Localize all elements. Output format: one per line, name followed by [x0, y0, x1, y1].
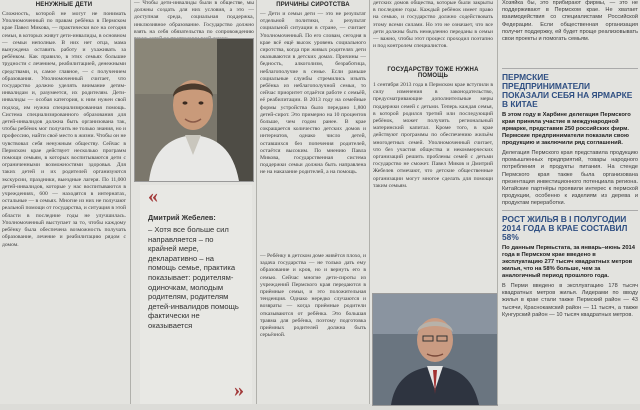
section-heading-orphan-causes: ПРИЧИНЫ СИРОТСТВА	[276, 2, 350, 8]
column-1	[2, 0, 126, 404]
quote-author: Дмитрий Жебелев:	[148, 213, 216, 222]
column-divider	[497, 0, 498, 404]
column-5	[502, 0, 638, 404]
column-3-text-bottom: — Ребёнку в детском доме живётся плохо, и задача государства — не только дать ему образование и кров, но и вернуть его в семью. Сейчас многие дети-сироты из учреждений Пермского края передаются в приёмные семьи, и это положительная тенденция. Однако нередко случаются и возвраты — когда приёмные родители отказываются от ребёнка. Это большая травма для ребёнка, поэтому подготовка приёмных родителей должна быть серьёзной.	[260, 253, 366, 339]
photo-pavel-mikov	[372, 293, 498, 406]
story-divider	[502, 210, 638, 211]
close-quote-icon: »	[234, 379, 244, 401]
story-divider	[502, 68, 638, 69]
story-headline-china-fair: ПЕРМСКИЕ ПРЕДПРИНИМАТЕЛИ ПОКАЗАЛИ СЕБЯ НА ЯРМАРКЕ В КИТАЕ	[502, 72, 633, 109]
column-4-text-top: детских домов общества, которые были закрыты в последние годы. Каждый ребёнок имеет право на семью, и государство должно содействовать этому всеми силами. Но это не означает, что все дети должны быть немедленно переданы в семьи — важно, чтобы этот процесс проходил поэтапно и под контролем специалистов.	[373, 0, 493, 50]
column-1-text: Сложность, которой не могут не понимать Уполномоченный по правам ребёнка в Пермском крае Павел Микова, — практически все на сегодня семьи, в которых живут дети-инвалиды, в основном — семьи неполные. В них нет отца, мама вынуждена оставить работу и ухаживать за ребёнком. Как правило, в этих семьях большие трудности с лечением, реабилитацией, денежными средствами, и, самое главное, — с получением образования. Уполномоченный считает, что государство должно уделять внимание детям-инвалидам и, разумеется, их родителям. Дети-инвалиды — особая категория, к ним нужен свой подход, им нужна специализированная помощь. Система специализированного образования для детей-инвалидов должна быть организована так, чтобы ребёнок мог получить не только знания, но и профессию, найти своё место в жизни. Чтобы он не чувствовал себя ненужным обществу. Сейчас в Пермском крае действует несколько программ помощи семьям, в которых воспитываются дети с ограниченными возможностями здоровья. Для таких детей и их родителей организуются экскурсии, праздники, выездные лагеря. По 11,000 детей-инвалидов, которые у нас воспитываются в учреждениях, 600 — находятся в интернатах, остальные — в семьях. Многие из них не получают реальной помощи от государства, и ситуация в этой области в последние годы не улучшилась. Уполномоченный выступает за то, чтобы каждому ребёнку была обеспечена возможность получать образование, лечение и реабилитацию рядом с домом.	[2, 11, 126, 248]
story-body-housing-growth: В Перми введено в эксплуатацию 178 тысяч квадратных метров жилья. Лидерами по вводу жилья в крае стали также Пермский район — 43 тысячи, Краснокамский район — 11 тысяч, а также Кунгурский район — 10 тысяч квадратных метров.	[502, 283, 638, 318]
portrait-illustration	[135, 39, 253, 181]
open-quote-icon: «	[148, 185, 158, 207]
quote-text: – Хотя все больше сил направляется – по крайней мере, декларативно – на помощь семье, практика показывает: родителям-одиночкам, молодым родителям, родителям детей-инвалидов помощь фактически не оказывается	[148, 225, 239, 330]
column-divider	[256, 0, 257, 404]
story-lead-china-fair: В этом году в Харбине делегация Пермского края приняла участие в международной ярмарке, представив 250 российских фирм. Пермские предприниматели показали свою продукцию и заключили ряд соглашений.	[502, 112, 631, 146]
column-2-text: — Чтобы дети-инвалиды были в обществе, мы должны создать для них условия, а это — доступная среда, социальная поддержка, инклюзивное образование. Государство должно взять на себя обязательства по сопровождению	[134, 0, 254, 35]
story-headline-housing-growth: РОСТ ЖИЛЬЯ В I ПОЛУГОДИИ 2014 ГОДА В КРАЕ СОСТАВИЛ 58%	[502, 214, 628, 242]
story-body-china-fair: Делегация Пермского края представила продукцию промышленных предприятий, товары народного потребления и продукты питания. На стенде Пермского края также была организована презентация инвестиционного потенциала региона. Китайские партнёры проявили интерес к пермской продукции, особенно к изделиям из дерева и продуктам переработки.	[502, 150, 638, 207]
quote-box	[140, 185, 252, 404]
portrait-illustration	[373, 294, 497, 405]
column-3-text-top: — Дети и семьи дети — это не результат отдельной политики, а результат социальной ситуации в стране, — считает Уполномоченный. По его словам, сегодня в крае всё ещё высок уровень социального сиротства, когда при живых родителях дети оказываются в детских домах. Причины — бедность, алкоголизм, безработица, неблагополучие в семье. Если раньше социальные службы стремились изъять ребёнка из неблагополучной семьи, то сейчас приоритет отдаётся работе с семьёй, её реабилитации. В 2013 году на семейные формы устройства было передано 1,800 детей-сирот. Это примерно на 10 процентов больше, чем годом ранее. В крае сокращается количество детских домов и интернатов, однако число детей, оставшихся без попечения родителей, остаётся высоким. По мнению Павла Микова, государственная система поддержки семьи должна быть направлена не на наказание родителей, а на помощь.	[260, 11, 366, 176]
section-heading-state-needs-help: ГОСУДАРСТВУ ТОЖЕ НУЖНА ПОМОЩЬ	[387, 67, 479, 79]
column-3	[260, 0, 366, 404]
column-5-top-text: Хозяйка бы, это прибирают фирмы, — это не поддерживают в Пермском крае. Не хватает взаимодействия со специалистами Российской Федерации. Если общественная организация получит поддержку, ей будет проще реализовывать свои проекты и помогать семьям.	[502, 0, 638, 43]
photo-dmitry-zhebelev	[134, 38, 254, 182]
story-lead-housing-growth: По данным Пермьстата, за январь–июнь 2014 года в Пермском крае введено в эксплуатацию 277 тысяч квадратных метров жилья, что на 58% больше, чем за аналогичный период прошлого года.	[502, 245, 635, 279]
column-4-text-bottom: 1 сентября 2013 года в Пермском крае вступили в силу изменения в законодательство, предусматривающие дополнительные меры поддержки семей с детьми. Теперь каждая семья, в которой родился третий или последующий ребёнок, может получить региональный материнский капитал. Кроме того, в крае действуют программы по обеспечению жильём многодетных семей. Уполномоченный считает, что без участия общества и некоммерческих организаций решить проблемы семей с детьми государство не сможет. Павел Миков и Дмитрий Жебелев отмечают, что детские общественные организации могут многое сделать для помощи таким семьям.	[373, 82, 493, 189]
column-divider	[369, 0, 370, 404]
column-divider	[130, 0, 131, 404]
section-heading-unwanted-children: НЕНУЖНЫЕ ДЕТИ	[35, 2, 93, 8]
